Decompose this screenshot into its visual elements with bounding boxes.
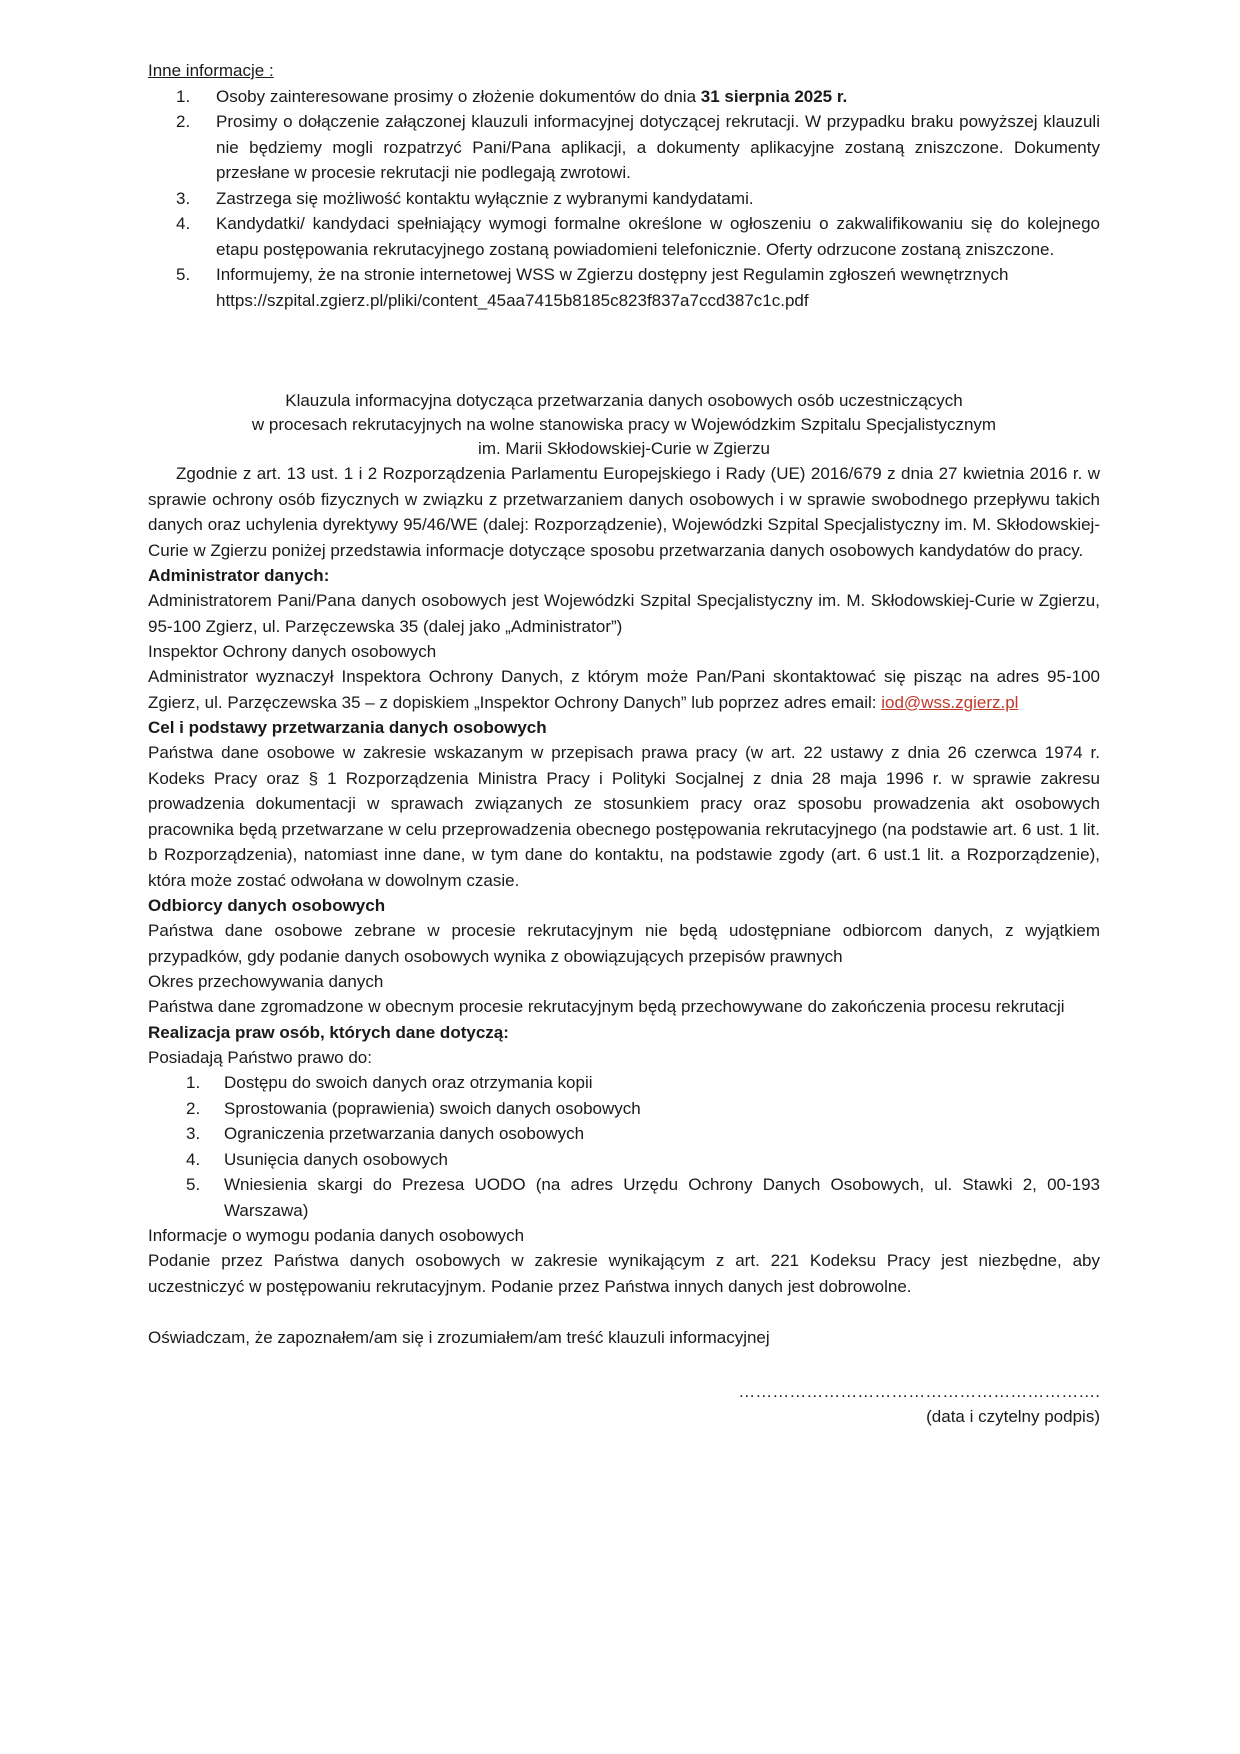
list-item: 5. Informujemy, że na stronie internetowej WSS w Zgierzu dostępny jest Regulamin zgłoszeń wewnętrznych https://szpital.zgierz.pl/pliki/content_45aa7415b8185c823f837a7ccd387c1c.pdf	[176, 265, 1009, 310]
other-info-heading: Inne informacje :	[148, 61, 274, 80]
rights-list	[148, 1070, 1100, 1223]
period-text: Państwa dane zgromadzone w obecnym procesie rekrutacyjnym będą przechowywane do zakończenia procesu rekrutacji	[148, 997, 1065, 1016]
list-item: 1. Dostępu do swoich danych oraz otrzymania kopii	[186, 1073, 593, 1092]
clause-title: Klauzula informacyjna dotycząca przetwarzania danych osobowych osób uczestniczących w procesach rekrutacyjnych na wolne stanowiska pracy w Wojewódzkim Szpitalu Specjalistycznym im. Marii Skłodowskiej-Curie w Zgierzu	[251, 391, 997, 458]
signature-block	[148, 1379, 1100, 1430]
list-item: 2. Sprostowania (poprawienia) swoich danych osobowych	[186, 1098, 641, 1118]
rights-intro: Posiadają Państwo prawo do:	[148, 1047, 372, 1067]
list-item: 5. Wniesienia skargi do Prezesa UODO (na adres Urzędu Ochrony Danych Osobowych, ul. Stawki 2, 00-193 Warszawa)	[186, 1175, 1100, 1220]
list-item: 4. Kandydatki/ kandydaci spełniający wymogi formalne określone w ogłoszeniu o zakwalifikowaniu się do kolejnego etapu postępowania rekrutacyjnego zostaną powiadomieni telefonicznie. Oferty odrzucone zostaną zniszczone.	[176, 214, 1100, 259]
deadline-date: 31 sierpnia 2025 r.	[700, 86, 848, 106]
rights-heading: Realizacja praw osób, których dane dotyczą:	[148, 1022, 509, 1042]
other-info-list	[148, 84, 1100, 314]
regulation-url[interactable]: https://szpital.zgierz.pl/pliki/content_45aa7415b8185c823f837a7ccd387c1c.pdf	[216, 290, 809, 310]
period-heading: Okres przechowywania danych	[148, 972, 384, 991]
declaration-text: Oświadczam, że zapoznałem/am się i zrozumiałem/am treść klauzuli informacyjnej	[148, 1328, 770, 1347]
requirement-text: Podanie przez Państwa danych osobowych w zakresie wynikającym z art. 221 Kodeksu Pracy jest niezbędne, aby uczestniczyć w postępowaniu rekrutacyjnym. Podanie przez Państwa innych danych jest dobrowolne.	[148, 1251, 1100, 1296]
purpose-text: Państwa dane osobowe w zakresie wskazanym w przepisach prawa pracy (w art. 22 ustawy z dnia 26 czerwca 1974 r. Kodeks Pracy oraz § 1 Rozporządzenia Ministra Pracy i Polityki Socjalnej z dnia 28 maja 1996 r. w sprawie zakresu prowadzenia dokumentacji w sprawach związanych ze stosunkiem pracy oraz sposobu prowadzenia akt osobowych pracownika będą przetwarzane w celu przeprowadzenia obecnego postępowania rekrutacyjnego (na podstawie art. 6 ust. 1 lit. b Rozporządzenia), natomiast inne dane, w tym dane do kontaktu, na podstawie zgody (art. 6 ust.1 lit. a Rozporządzenie), która może zostać odwołana w dowolnym czasie.	[148, 743, 1100, 890]
requirement-heading: Informacje o wymogu podania danych osobowych	[148, 1226, 525, 1245]
list-item: 4. Usunięcia danych osobowych	[186, 1149, 448, 1169]
clause-intro: Zgodnie z art. 13 ust. 1 i 2 Rozporządzenia Parlamentu Europejskiego i Rady (UE) 2016/679 z dnia 27 kwietnia 2016 r. w sprawie ochrony osób fizycznych w związku z przetwarzaniem danych osobowych i w sprawie swobodnego przepływu takich danych oraz uchylenia dyrektywy 95/46/WE (dalej: Rozporządzenie), Wojewódzki Szpital Specjalistyczny im. M. Skłodowskiej-Curie w Zgierzu poniżej przedstawia informacje dotyczące sposobu przetwarzania danych osobowych kandydatów do pracy.	[148, 464, 1100, 560]
list-item: 3. Ograniczenia przetwarzania danych osobowych	[186, 1124, 585, 1143]
list-item: 2. Prosimy o dołączenie załączonej klauzuli informacyjnej dotyczącej rekrutacji. W przypadku braku powyższej klauzuli nie będziemy mogli rozpatrzyć Pani/Pana aplikacji, a dokumenty aplikacyjne zostaną zniszczone. Dokumenty przesłane w procesie rekrutacji nie podlegają zwrotowi.	[176, 112, 1100, 182]
recipients-heading: Odbiorcy danych osobowych	[148, 896, 386, 915]
list-item: 1. Osoby zainteresowane prosimy o złożenie dokumentów do dnia 31 sierpnia 2025 r.	[176, 86, 848, 106]
signature-label: (data i czytelny podpis)	[926, 1407, 1100, 1426]
list-item: 3. Zastrzega się możliwość kontaktu wyłącznie z wybranymi kandydatami.	[176, 188, 754, 208]
document-page	[148, 58, 1100, 1430]
admin-heading: Administrator danych:	[148, 566, 330, 585]
iod-heading: Inspektor Ochrony danych osobowych	[148, 642, 437, 661]
signature-line: ……………………………………………………….	[738, 1381, 1100, 1401]
purpose-heading: Cel i podstawy przetwarzania danych osobowych	[148, 718, 547, 737]
iod-text: Administrator wyznaczył Inspektora Ochrony Danych, z którym może Pan/Pani skontaktować się pisząc na adres 95-100 Zgierz, ul. Parzęczewska 35 – z dopiskiem „Inspektor Ochrony Danych” lub poprzez adres email: iod@wss.zgierz.pl	[148, 667, 1100, 712]
recipients-text: Państwa dane osobowe zebrane w procesie rekrutacyjnym nie będą udostępniane odbiorcom danych, z wyjątkiem przypadków, gdy podanie danych osobowych wynika z obowiązujących przepisów prawnych	[148, 921, 1100, 966]
admin-text: Administratorem Pani/Pana danych osobowych jest Wojewódzki Szpital Specjalistyczny im. M. Skłodowskiej-Curie w Zgierzu, 95-100 Zgierz, ul. Parzęczewska 35 (dalej jako „Administrator”)	[148, 591, 1100, 636]
iod-email-link[interactable]: iod@wss.zgierz.pl	[881, 692, 1019, 712]
